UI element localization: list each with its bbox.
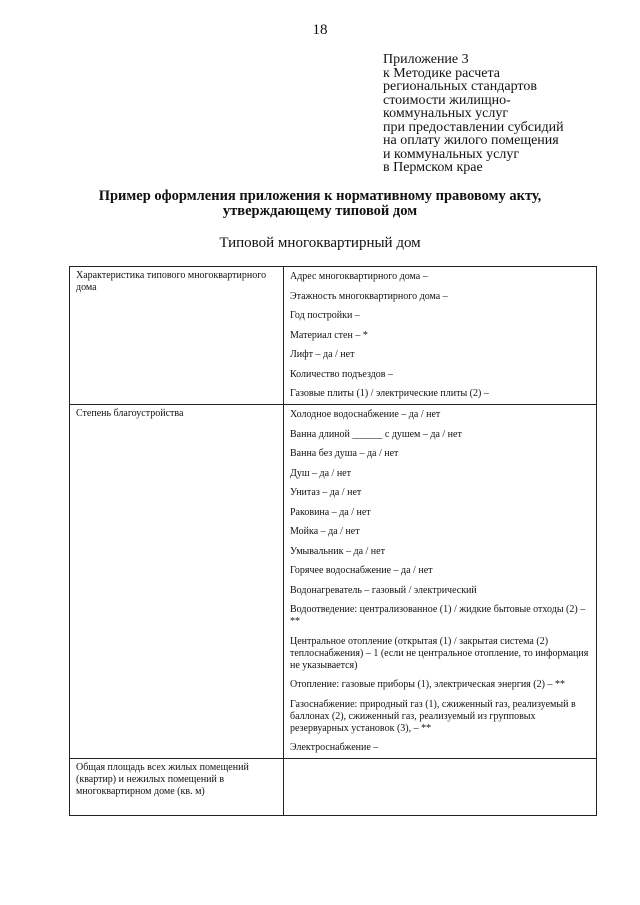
appendix-line: стоимости жилищно-	[383, 92, 511, 108]
table-row	[70, 267, 597, 405]
list-item: Этажность многоквартирного дома –	[290, 290, 448, 302]
list-item: Душ – да / нет	[290, 467, 351, 479]
list-item: Отопление: газовые приборы (1), электрическая энергия (2) – **	[290, 679, 565, 690]
heading-line: утверждающему типовой дом	[222, 203, 418, 219]
row-label: Характеристика типового многоквартирного дома	[70, 267, 284, 405]
appendix-line: и коммунальных услуг	[383, 146, 520, 162]
row-label: Степень благоустройства	[70, 405, 284, 759]
list-item: Ванна длиной ______ с душем – да / нет	[290, 428, 462, 440]
table-row	[70, 405, 597, 759]
list-item: Мойка – да / нет	[290, 526, 360, 537]
appendix-line: при предоставлении субсидий	[383, 119, 564, 135]
appendix-line: к Методике расчета	[383, 65, 500, 81]
page-number: 18	[312, 22, 328, 38]
list-item: Умывальник – да / нет	[290, 545, 385, 557]
list-item: Ванна без душа – да / нет	[290, 448, 399, 459]
appendix-line: Приложение 3	[383, 52, 469, 67]
row-value-empty	[284, 759, 597, 816]
house-characteristics-table	[69, 266, 597, 816]
document-heading	[0, 189, 640, 219]
appendix-line: региональных стандартов	[383, 79, 537, 94]
row-items	[284, 405, 597, 759]
list-item: Водоотведение: централизованное (1) / жидкие бытовые отходы (2) – **	[290, 604, 586, 627]
heading-line: Пример оформления приложения к нормативному правовому акту,	[98, 188, 542, 204]
table-row	[70, 759, 597, 816]
list-item: Адрес многоквартирного дома –	[290, 271, 428, 282]
row-label: Общая площадь всех жилых помещений (квартир) и нежилых помещений в многоквартирном доме (кв. м)	[70, 759, 284, 816]
list-item: Материал стен – *	[290, 329, 368, 341]
appendix-note	[383, 53, 623, 175]
list-item: Унитаз – да / нет	[290, 487, 362, 498]
list-item: Горячее водоснабжение – да / нет	[290, 565, 433, 576]
list-item: Холодное водоснабжение – да / нет	[290, 409, 441, 420]
row-items	[284, 267, 597, 405]
document-subtitle: Типовой многоквартирный дом	[219, 235, 421, 251]
list-item: Лифт – да / нет	[290, 349, 355, 360]
list-item: Водонагреватель – газовый / электрический	[290, 584, 477, 596]
appendix-line: на оплату жилого помещения	[383, 133, 559, 148]
list-item: Электроснабжение –	[290, 742, 379, 753]
list-item: Газоснабжение: природный газ (1), сжиженный газ, реализуемый в баллонах (2), сжиженный газ, реализуемый из групповых резервуарных установок (3), – **	[290, 698, 576, 734]
appendix-line: коммунальных услуг	[383, 106, 509, 121]
list-item: Год постройки –	[290, 310, 360, 321]
appendix-line: в Пермском крае	[383, 160, 483, 175]
list-item: Раковина – да / нет	[290, 506, 371, 518]
list-item: Количество подъездов –	[290, 368, 394, 380]
list-item: Газовые плиты (1) / электрические плиты (2) –	[290, 388, 489, 399]
list-item: Центральное отопление (открытая (1) / закрытая система (2) теплоснабжения) – 1 (если не центральное отопление, то информация не указывается)	[290, 635, 589, 671]
